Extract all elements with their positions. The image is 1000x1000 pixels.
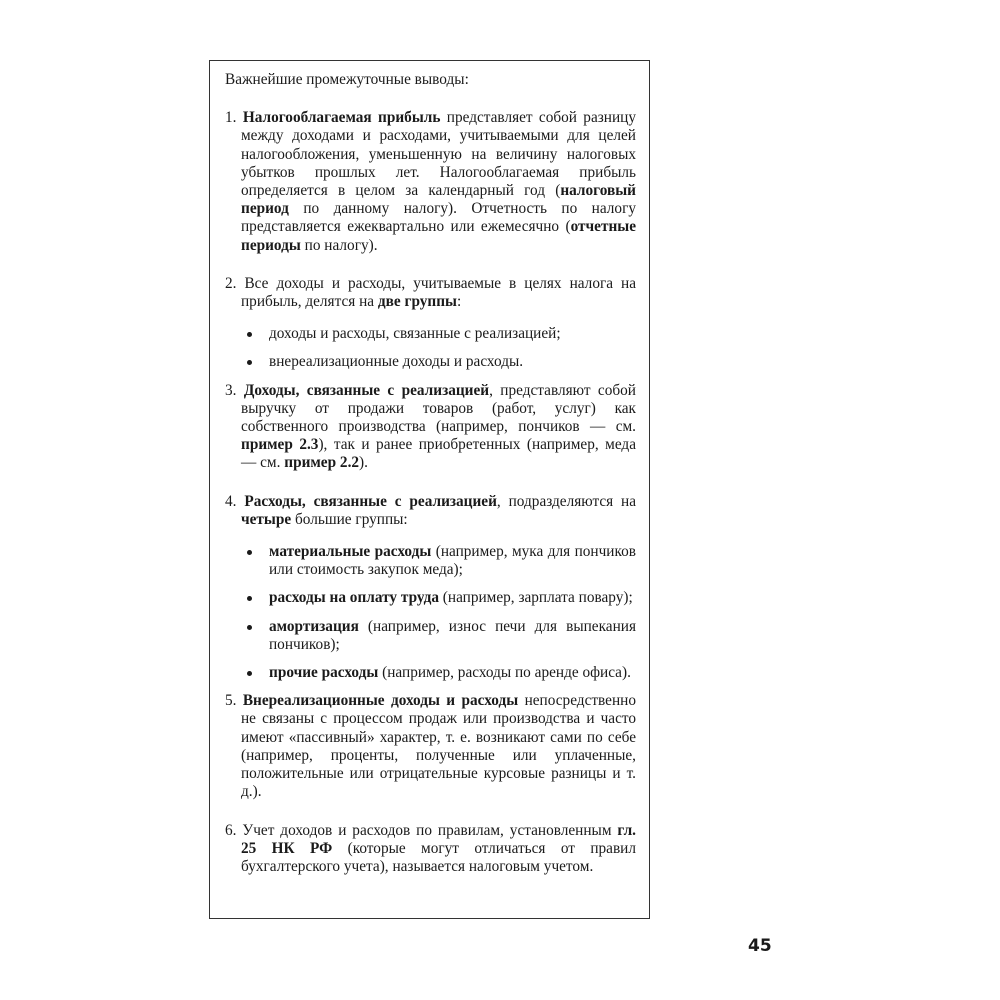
list-item: прочие расходы (например, расходы по аренде офиса).	[247, 664, 636, 682]
item-4-list	[225, 543, 636, 682]
item-2-list	[225, 325, 636, 371]
list-item: внереализационные доходы и расходы.	[247, 353, 636, 371]
page-number: 45	[748, 936, 772, 956]
bullet-icon	[247, 625, 252, 630]
item-3: 3. Доходы, связанные с реализацией, представляют собой выручку от продажи товаров (работ, услуг) как собственного производства (например, пончиков — см. пример 2.3), так и ранее приобретенных (например, меда — см. пример 2.2).	[225, 381, 637, 472]
item-5: 5. Внереализационные доходы и расходы непосредственно не связаны с процессом продаж или производства и часто имеют «пассивный» характер, т. е. возникают сами по себе (например, проценты, полученные или уплаченные, положительные или отрицательные курсовые разницы и т. д.).	[225, 692, 636, 801]
list-item: доходы и расходы, связанные с реализацией;	[247, 325, 636, 343]
summary-box	[209, 60, 650, 919]
intro-heading: Важнейшие промежуточные выводы:	[225, 71, 469, 88]
item-4: 4. Расходы, связанные с реализацией, подразделяются на четыре большие группы:	[225, 492, 637, 528]
bullet-icon	[247, 332, 252, 337]
bullet-icon	[247, 596, 252, 601]
bullet-icon	[247, 360, 252, 365]
item-2: 2. Все доходы и расходы, учитываемые в целях налога на прибыль, делятся на две группы:	[225, 274, 637, 311]
list-item: расходы на оплату труда (например, зарплата повару);	[247, 589, 636, 607]
bullet-icon	[247, 550, 252, 555]
item-1: 1. Налогооблагаемая прибыль представляет собой разницу между доходами и расходами, учитываемыми для целей налогообложения, уменьшенную на величину налоговых убытков прошлых лет. Налогооблагаемая прибыль определяется в целом за календарный год (налоговый период по данному налогу). Отчетность по налогу представляется ежеквартально или ежемесячно (отчетные периоды по налогу).	[225, 109, 636, 254]
item-6: 6. Учет доходов и расходов по правилам, установленным гл. 25 НК РФ (которые могут отличаться от правил бухгалтерского учета), называется налоговым учетом.	[225, 821, 637, 875]
list-item: материальные расходы (например, мука для пончиков или стоимость закупок меда);	[247, 543, 636, 579]
bullet-icon	[247, 671, 252, 676]
list-item: амортизация (например, износ печи для выпекания пончиков);	[247, 618, 636, 654]
